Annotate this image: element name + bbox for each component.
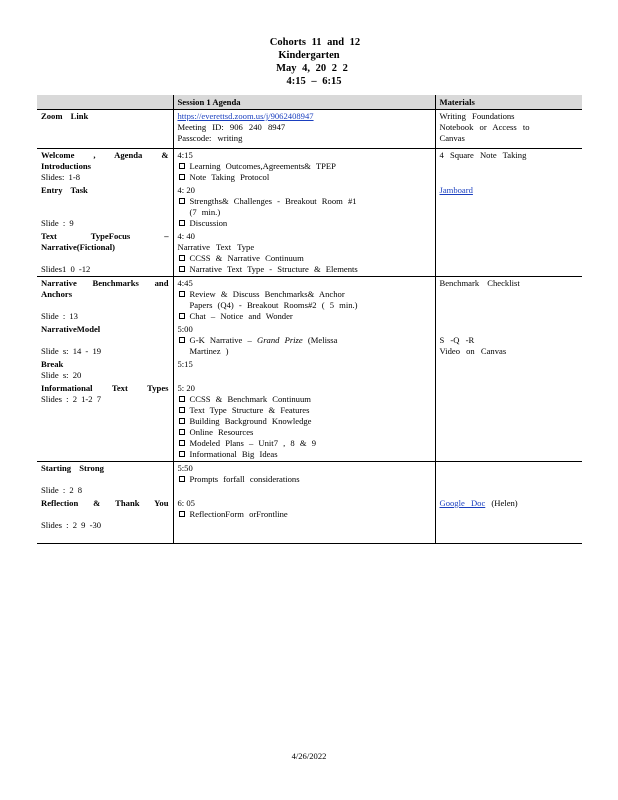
model-item-pre: G-K Narrative – — [189, 335, 252, 345]
informational-item-modeled: Modeled Plans – Unit7 , 8 & 9 — [178, 438, 431, 449]
informational-time: 5: 20 — [177, 383, 195, 393]
reflection-time: 6: 05 — [177, 498, 195, 508]
informational-title: Informational Text Types — [41, 383, 169, 393]
passcode: Passcode: writing — [177, 133, 243, 143]
starting-title: Starting Strong — [41, 463, 104, 473]
header-cohorts: Cohorts 11 and 12 — [269, 37, 361, 48]
model-title: NarrativeModel — [41, 324, 101, 334]
break-slides: Slide s: 20 — [41, 370, 82, 380]
break-title: Break — [41, 359, 64, 369]
benchmarks-slides: Slide : 13 — [41, 311, 78, 321]
break-time: 5:15 — [177, 359, 193, 369]
entry-item-strengths: Strengths& Challenges - Breakout Room #1 — [178, 196, 431, 207]
google-doc-link[interactable]: Google Doc — [439, 498, 486, 508]
model-item-author: Martinez ) — [189, 346, 229, 356]
informational-item-big-ideas: Informational Big Ideas — [178, 449, 431, 460]
material-canvas: Canvas — [439, 133, 465, 143]
agenda-table — [37, 95, 582, 544]
text-type-item-ccss: CCSS & Narrative Continuum — [178, 253, 431, 264]
entry-title: Entry Task — [41, 185, 88, 195]
col-header-agenda: Session 1 Agenda — [173, 95, 435, 110]
table-row-model — [37, 323, 582, 358]
starting-time: 5:50 — [177, 463, 193, 473]
starting-item-prompts: Prompts forfall considerations — [178, 474, 431, 485]
zoom-link[interactable]: https://everettsd.zoom.us/j/9062408947 — [177, 111, 314, 121]
material-writing-foundations: Writing Foundations — [439, 111, 515, 121]
text-type-slides: Slides1 0 -12 — [41, 264, 91, 274]
table-row-benchmarks — [37, 277, 582, 324]
reflection-title: Reflection & Thank You — [41, 498, 169, 508]
material-notebook: Notebook or Access to — [439, 122, 530, 132]
footer-date: 4/26/2022 — [291, 751, 327, 761]
benchmarks-item-review-cont: Papers (Q4) - Breakout Rooms#2 ( 5 min.) — [189, 300, 358, 310]
text-type-time: 4: 40 — [177, 231, 195, 241]
entry-item-strengths-cont: (7 min.) — [189, 207, 221, 217]
text-type-item-structure: Narrative Text Type - Structure & Elements — [178, 264, 431, 275]
header-grade: Kindergarten — [278, 50, 340, 61]
col-header-materials: Materials — [435, 95, 582, 110]
table-row-welcome — [37, 149, 582, 185]
model-item-book-title: Grand Prize — [256, 335, 303, 345]
starting-slides: Slide : 2 8 — [41, 485, 83, 495]
material-4-square: 4 Square Note Taking — [439, 150, 527, 160]
reflection-slides: Slides : 2 9 -30 — [41, 520, 102, 530]
welcome-title: Welcome , Agenda & Introductions — [41, 150, 169, 171]
document-header — [0, 36, 618, 88]
entry-time: 4: 20 — [177, 185, 195, 195]
table-header-row — [37, 95, 582, 110]
entry-item-discussion: Discussion — [178, 218, 431, 229]
benchmarks-time: 4:45 — [177, 278, 193, 288]
benchmarks-item-chat: Chat – Notice and Wonder — [178, 311, 431, 322]
informational-item-structure: Text Type Structure & Features — [178, 405, 431, 416]
col-header-topic — [37, 95, 173, 110]
informational-slides: Slides : 2 1-2 7 — [41, 394, 102, 404]
benchmarks-title: Narrative Benchmarks and Anchors — [41, 278, 169, 299]
informational-item-background: Building Background Knowledge — [178, 416, 431, 427]
material-sqr: S -Q -R — [439, 335, 475, 345]
welcome-item-note-taking: Note Taking Protocol — [178, 172, 431, 183]
header-date: May 4, 20 2 2 — [276, 63, 348, 74]
informational-item-ccss: CCSS & Benchmark Continuum — [178, 394, 431, 405]
model-item-post: (Melissa — [307, 335, 338, 345]
material-benchmark-checklist: Benchmark Checklist — [439, 278, 520, 288]
table-row-starting — [37, 462, 582, 498]
welcome-slides: Slides: 1-8 — [41, 172, 81, 182]
table-row-break — [37, 358, 582, 382]
meeting-id: Meeting ID: 906 240 8947 — [177, 122, 286, 132]
model-time: 5:00 — [177, 324, 193, 334]
jamboard-link[interactable]: Jamboard — [439, 185, 473, 195]
welcome-item-outcomes: Learning Outcomes,Agreements& TPEP — [178, 161, 431, 172]
model-item-grand-prize — [178, 335, 431, 346]
material-video-canvas: Video on Canvas — [439, 346, 507, 356]
text-type-subtitle: Narrative Text Type — [177, 242, 255, 252]
benchmarks-item-review: Review & Discuss Benchmarks& Anchor — [178, 289, 431, 300]
welcome-time: 4:15 — [177, 150, 193, 160]
informational-item-online: Online Resources — [178, 427, 431, 438]
text-type-title: Text TypeFocus – Narrative(Fictional) — [41, 231, 169, 252]
table-row-text-type — [37, 230, 582, 277]
entry-slides: Slide : 9 — [41, 218, 74, 228]
table-row-entry-task — [37, 184, 582, 230]
table-row-informational — [37, 382, 582, 462]
reflection-item-form: ReflectionForm orFrontline — [178, 509, 431, 520]
header-time: 4:15 – 6:15 — [286, 76, 342, 87]
table-row-reflection — [37, 497, 582, 544]
table-row-zoom — [37, 110, 582, 149]
zoom-title: Zoom Link — [41, 111, 89, 121]
google-doc-note: (Helen) — [491, 498, 518, 508]
model-slides: Slide s: 14 - 19 — [41, 346, 102, 356]
